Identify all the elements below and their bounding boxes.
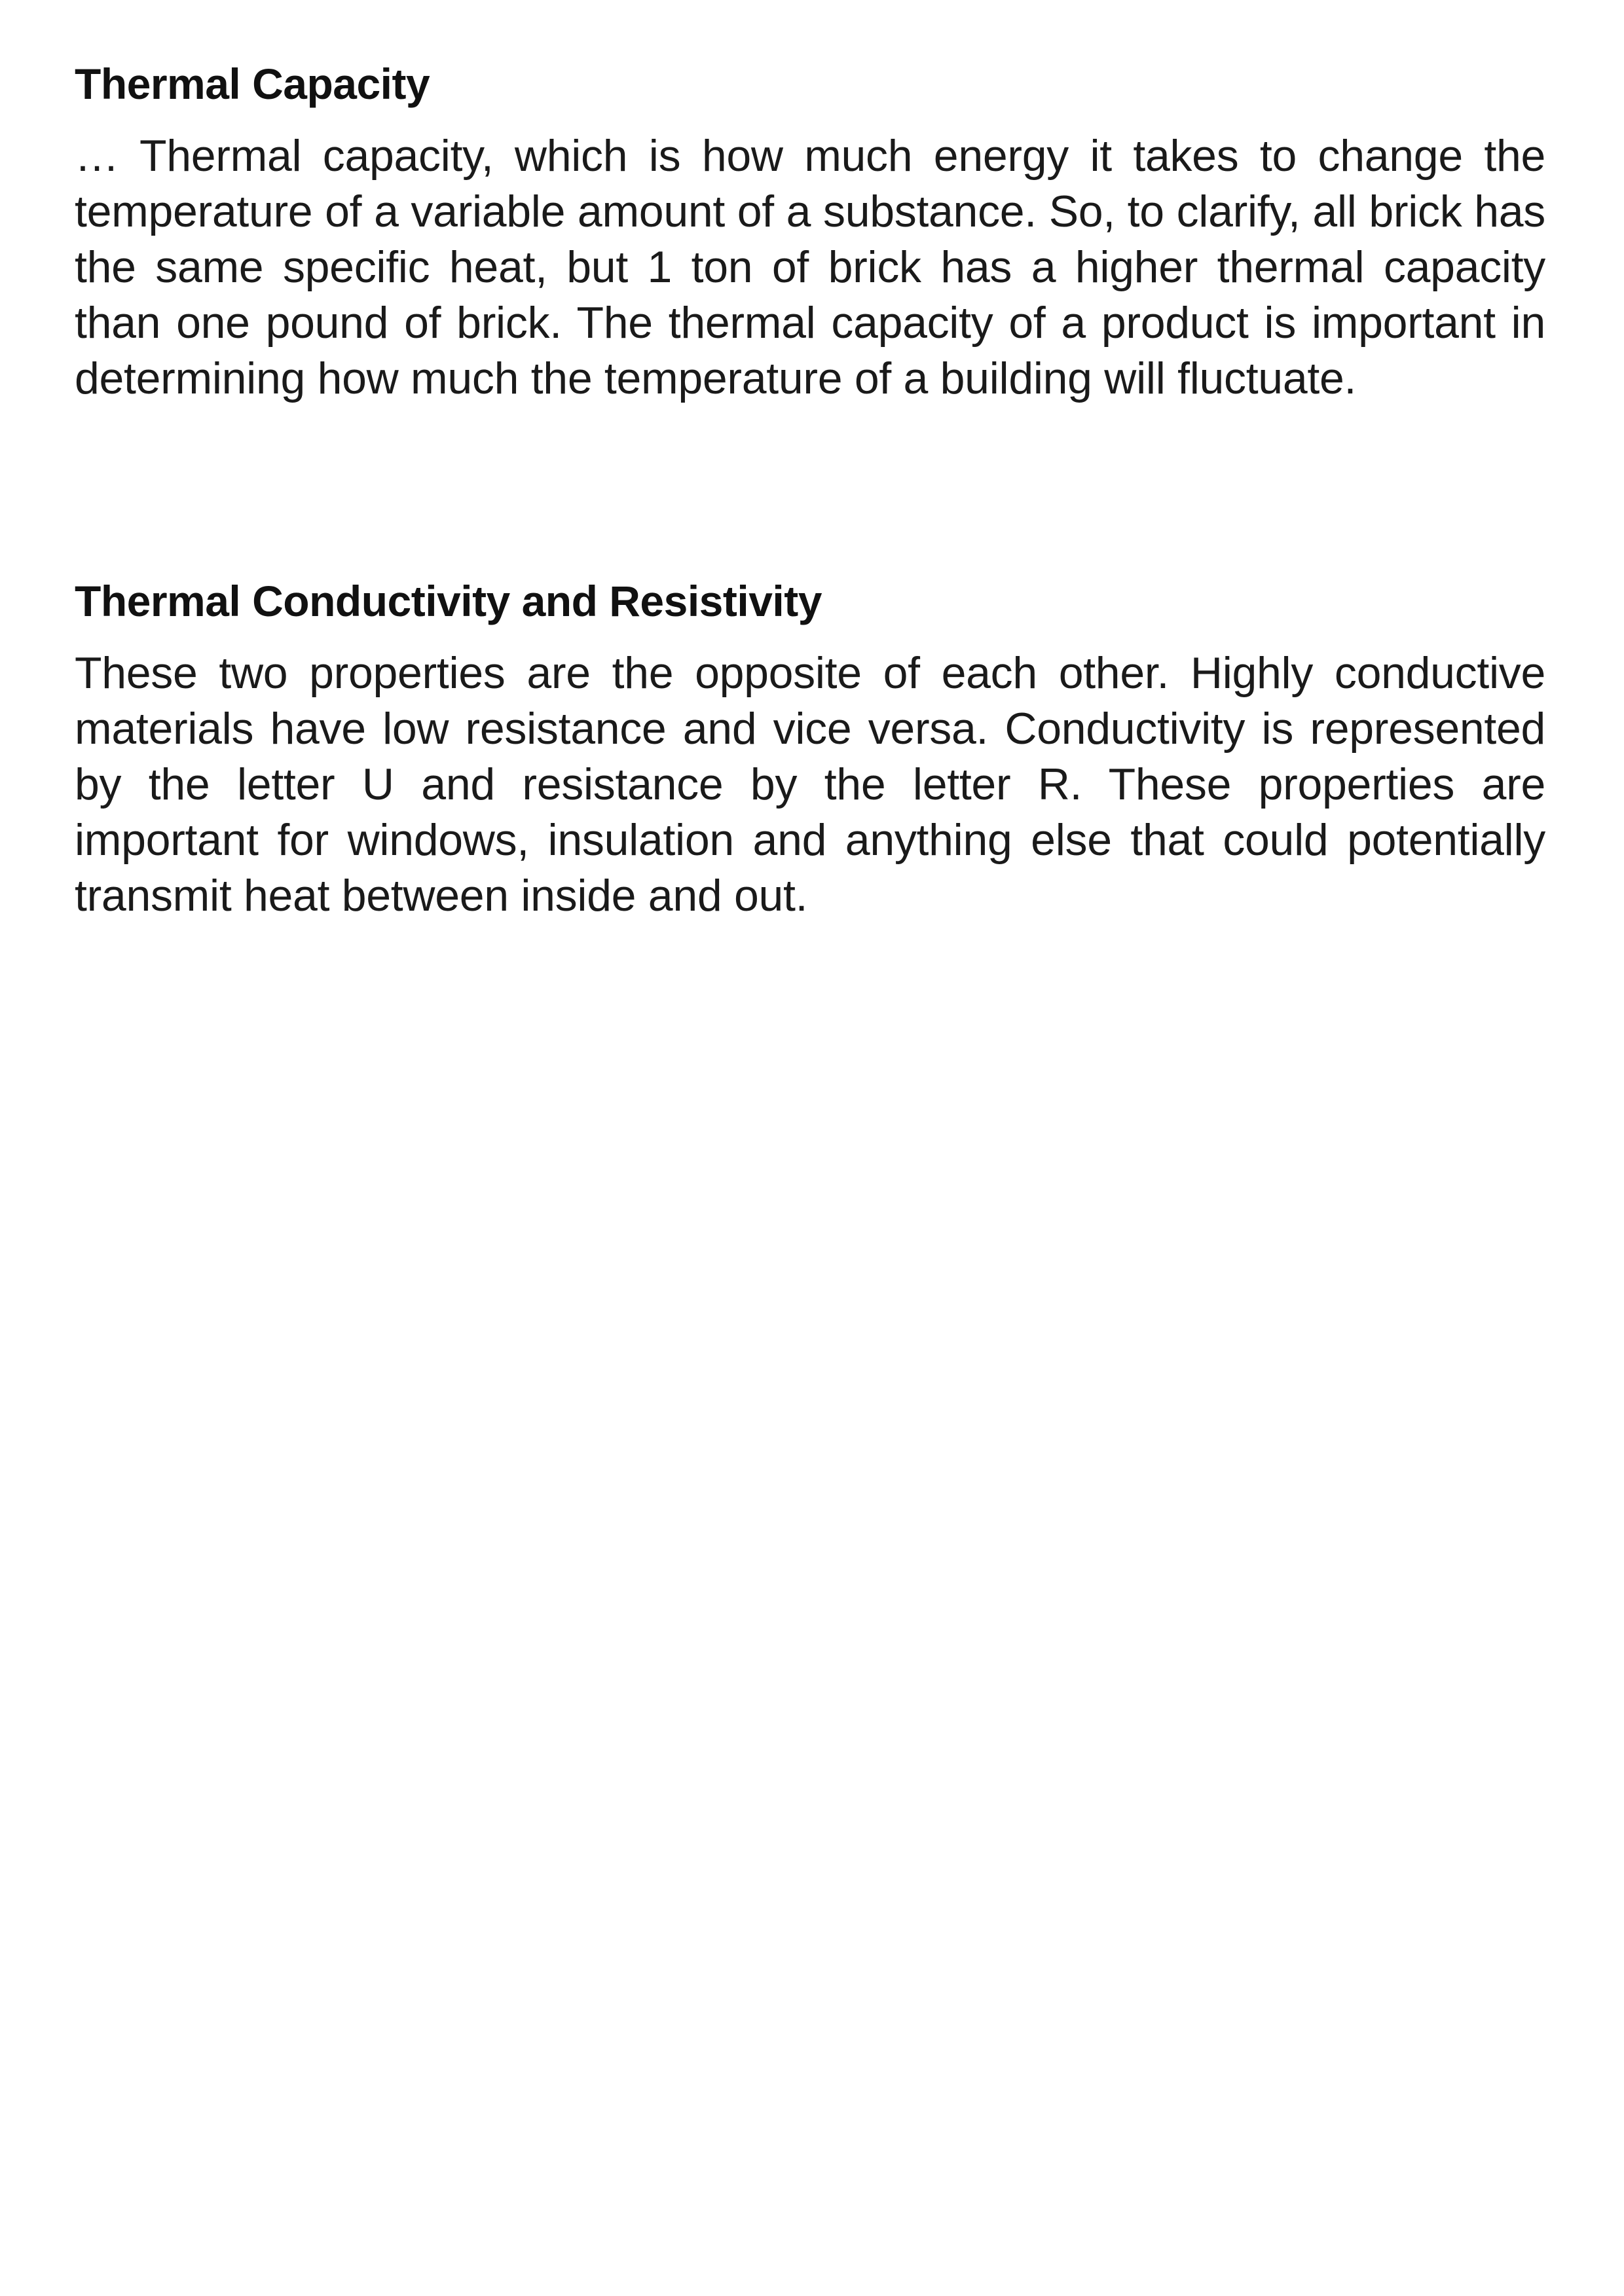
section-paragraph: These two properties are the opposite of each other. Highly conductive materials have low resistance and vice versa. Conductivity is represented by the letter U and resistance by the letter R. These properties are important for windows, insulation and anything else that could potentially transmit heat between inside and out.	[75, 648, 1545, 920]
section-heading: Thermal Conductivity and Resistivity	[75, 577, 822, 625]
section-thermal-capacity	[75, 56, 1545, 407]
section-paragraph: … Thermal capacity, which is how much energy it takes to change the temperature of a variable amount of a substance. So, to clarify, all brick has the same specific heat, but 1 ton of brick has a higher thermal capacity than one pound of brick. The thermal capacity of a product is important in determining how much the temperature of a building will fluctuate.	[75, 131, 1545, 403]
section-heading: Thermal Capacity	[75, 60, 430, 108]
section-thermal-conductivity	[75, 574, 1545, 924]
